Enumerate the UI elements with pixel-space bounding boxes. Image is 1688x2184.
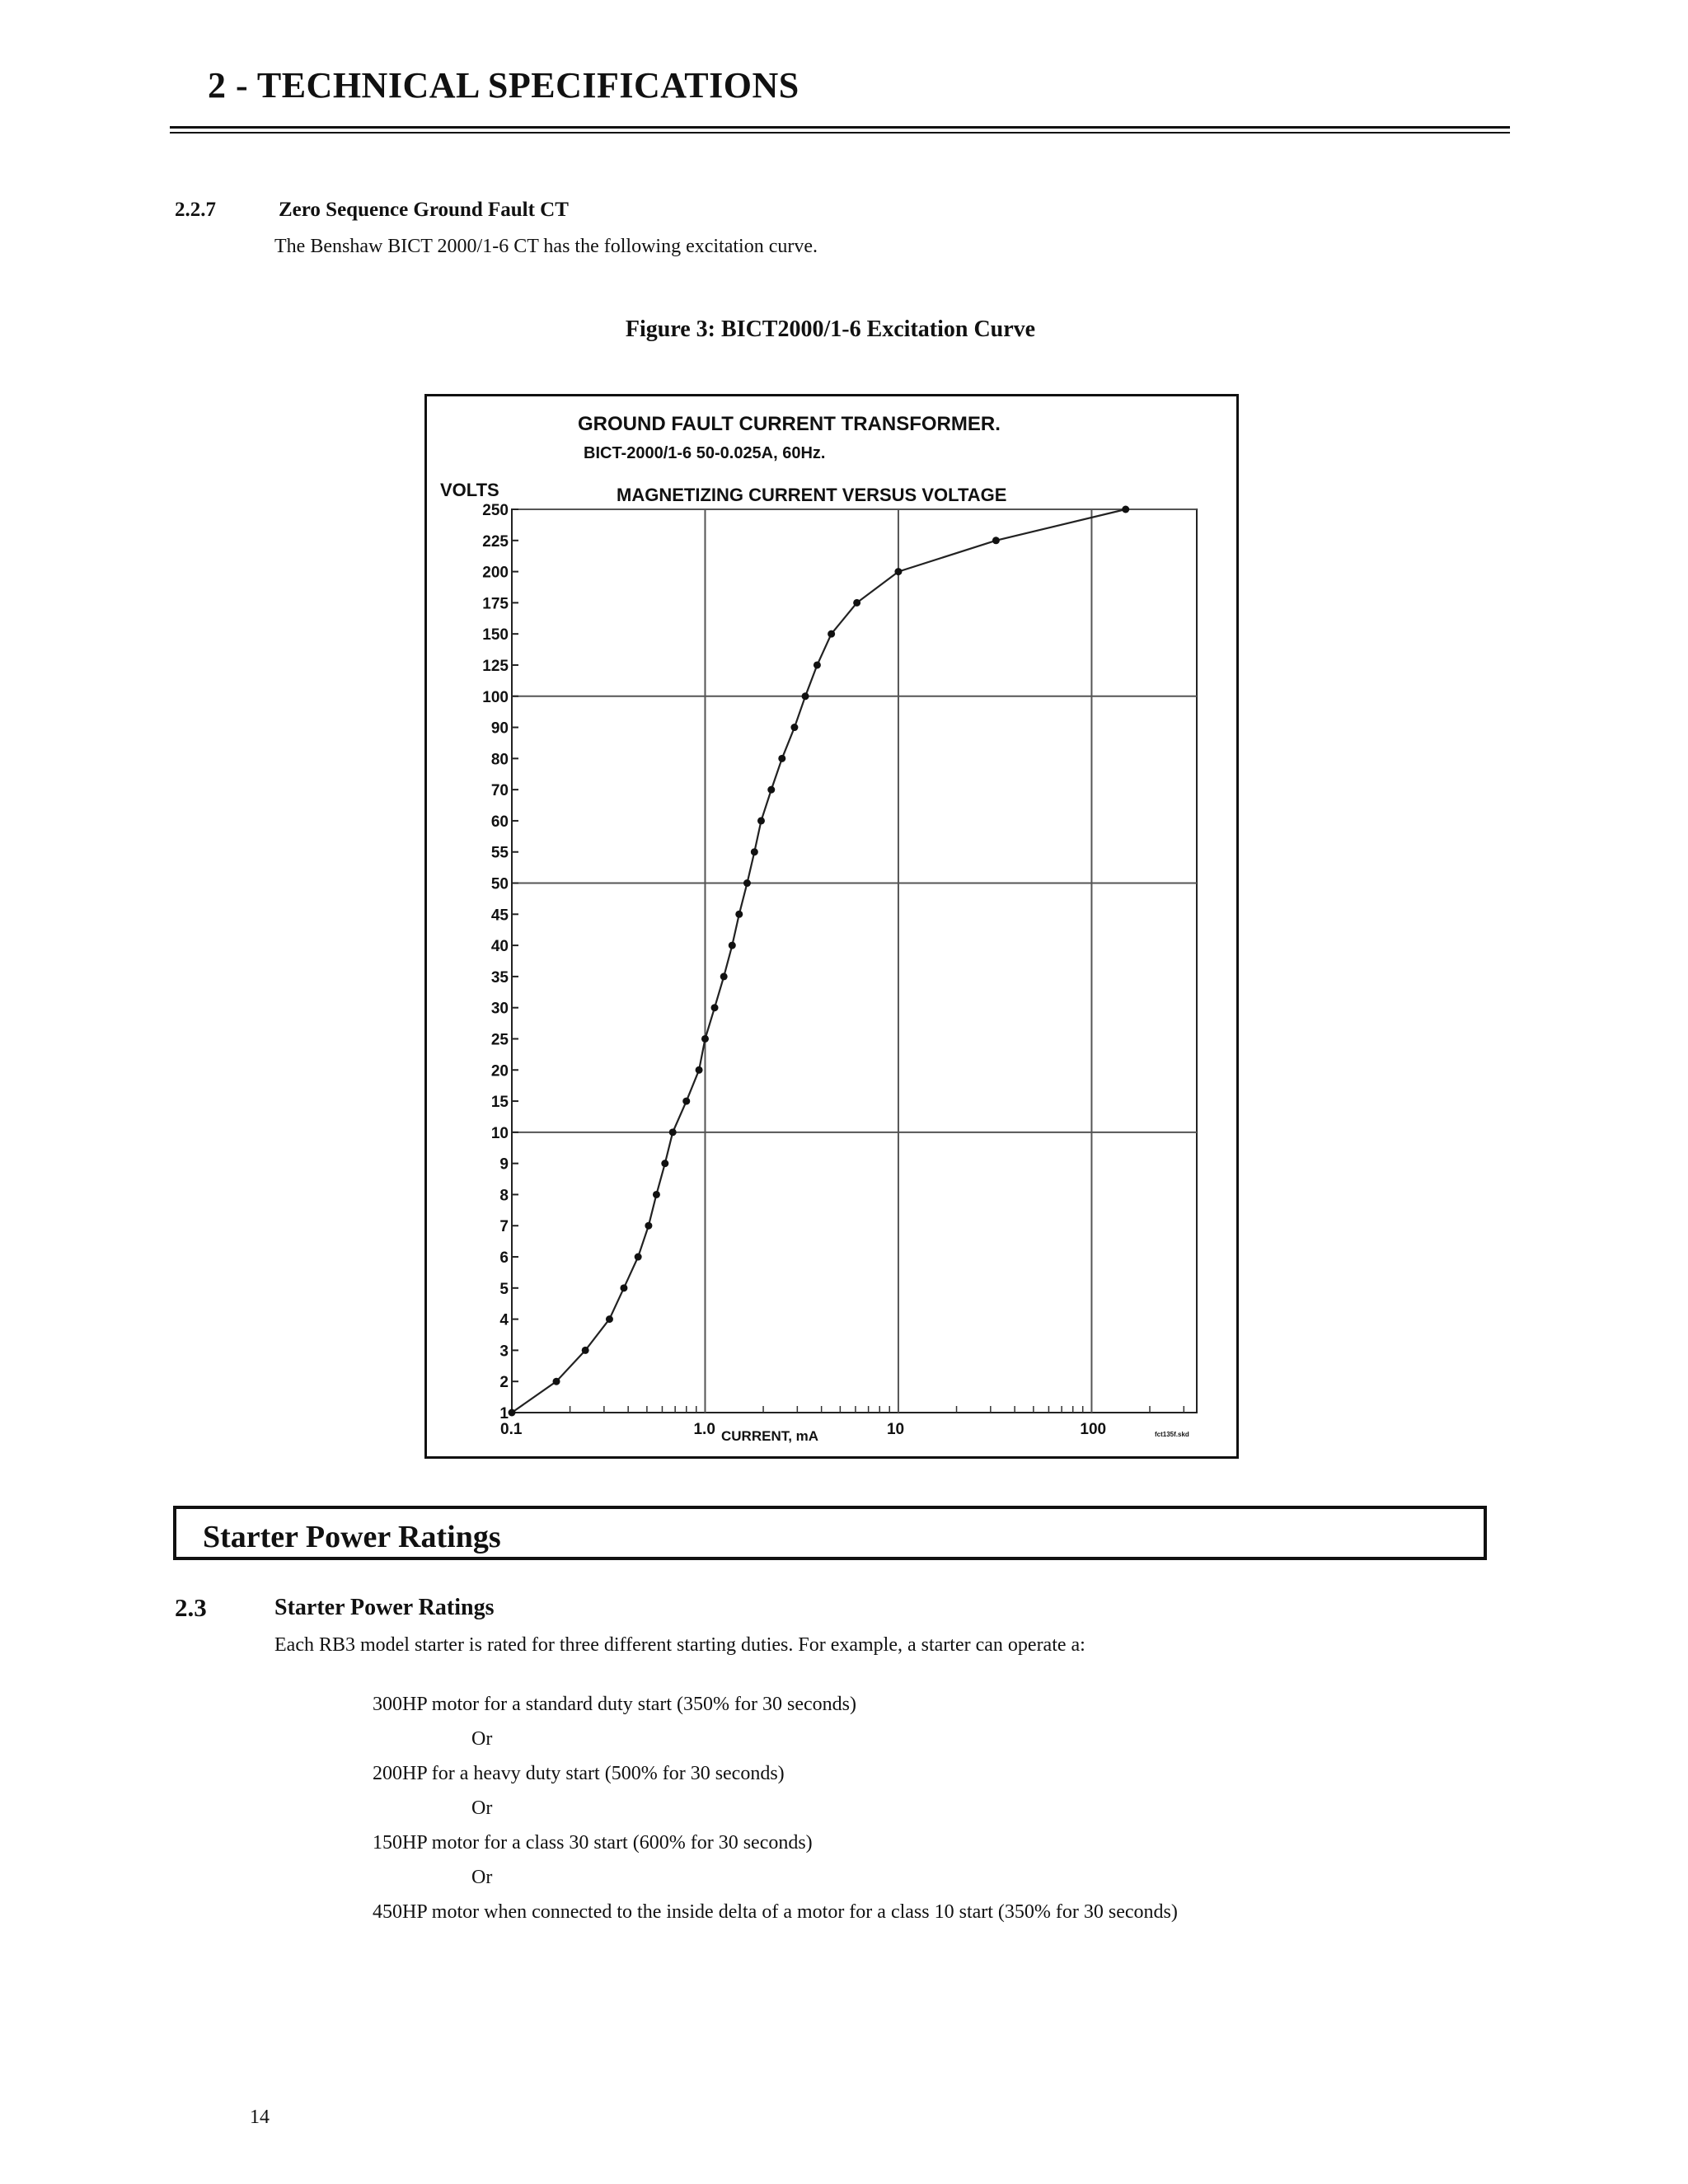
data-point [743,879,751,887]
data-point [653,1191,660,1198]
data-point [696,1066,703,1074]
or-separator: Or [471,1728,493,1750]
y-tick-label: 250 [482,502,509,519]
or-separator: Or [471,1867,493,1888]
chart-title: GROUND FAULT CURRENT TRANSFORMER. [578,413,1001,435]
y-tick-label: 80 [490,751,509,769]
data-point [853,599,860,607]
header-rule-top [170,126,1510,129]
page-header-title: 2 - TECHNICAL SPECIFICATIONS [208,65,799,105]
rating-item: 200HP for a heavy duty start (500% for 30 seconds) [373,1763,785,1784]
y-tick-label: 50 [490,875,509,893]
data-point [701,1035,709,1043]
data-point [894,568,902,575]
y-tick-label: 40 [490,938,509,956]
section-number: 2.2.7 [175,199,216,221]
data-point [751,848,758,855]
data-point [645,1222,652,1230]
data-point [729,942,736,949]
data-point [635,1254,642,1261]
data-point [553,1378,560,1385]
section-23-title: Starter Power Ratings [274,1595,495,1620]
section-23-description: Each RB3 model starter is rated for three different starting duties. For example, a starter can operate a: [274,1634,1085,1656]
chart-heading: MAGNETIZING CURRENT VERSUS VOLTAGE [617,485,1007,505]
drawing-id: fct135f.skd [1155,1431,1189,1438]
data-point [711,1004,719,1011]
rating-item: 150HP motor for a class 30 start (600% for 30 seconds) [373,1832,813,1854]
data-point [720,972,728,980]
data-point [669,1128,677,1136]
rating-item: 300HP motor for a standard duty start (350% for 30 seconds) [373,1694,856,1715]
y-tick-label: 70 [490,782,509,800]
y-tick-label: 1 [499,1405,509,1422]
data-point [1122,506,1129,513]
rating-item: 450HP motor when connected to the inside delta of a motor for a class 10 start (350% for 30 seconds) [373,1901,1178,1923]
y-tick-label: 20 [490,1062,509,1080]
y-tick-label: 60 [490,813,509,831]
y-tick-label: 7 [499,1218,509,1236]
x-tick-label: 0.1 [500,1421,523,1438]
data-point [735,911,743,918]
y-tick-label: 175 [482,595,509,613]
y-tick-label: 150 [482,626,509,644]
y-tick-label: 5 [499,1280,509,1298]
y-tick-label: 4 [499,1311,509,1329]
y-tick-label: 6 [499,1249,509,1268]
data-point [802,692,809,700]
excitation-curve-chart [424,394,1239,1459]
data-point [620,1284,627,1291]
x-axis-label: CURRENT, mA [721,1428,819,1444]
y-tick-label: 100 [482,688,509,706]
y-tick-label: 8 [499,1187,509,1205]
header-rule-bottom [170,132,1510,134]
chart-frame [426,396,1238,1458]
data-point [757,817,765,824]
y-tick-label: 55 [490,844,509,862]
y-axis-label: VOLTS [440,480,499,500]
data-point [814,661,821,668]
x-tick-label: 100 [1080,1421,1107,1438]
y-tick-label: 45 [490,907,509,925]
figure-caption: Figure 3: BICT2000/1-6 Excitation Curve [625,316,1036,342]
y-tick-label: 9 [499,1155,509,1174]
data-point [509,1409,516,1417]
data-point [778,755,785,762]
data-point [582,1347,589,1354]
y-tick-label: 30 [490,1000,509,1018]
y-tick-label: 90 [490,719,509,738]
y-tick-label: 35 [490,968,509,987]
y-tick-label: 25 [490,1031,509,1049]
data-point [790,724,798,731]
data-point [992,537,1000,544]
section-banner [173,1506,1487,1560]
data-point [682,1098,690,1105]
y-tick-label: 200 [482,564,509,582]
y-tick-label: 3 [499,1343,509,1361]
page-number: 14 [250,2107,270,2128]
y-tick-label: 10 [490,1124,509,1142]
section-23-number: 2.3 [175,1593,207,1622]
x-tick-label: 1.0 [693,1421,715,1438]
or-separator: Or [471,1797,493,1819]
y-tick-label: 225 [482,532,509,551]
data-point [606,1315,613,1323]
x-tick-label: 10 [886,1421,905,1438]
data-point [828,630,835,638]
section-title: Zero Sequence Ground Fault CT [279,199,569,221]
banner-title: Starter Power Ratings [203,1520,501,1554]
y-tick-label: 125 [482,657,509,675]
y-tick-label: 15 [490,1094,509,1112]
chart-subtitle: BICT-2000/1-6 50-0.025A, 60Hz. [584,444,826,462]
y-tick-label: 2 [499,1374,509,1392]
data-point [767,786,775,794]
section-description: The Benshaw BICT 2000/1-6 CT has the following excitation curve. [274,236,818,257]
data-point [661,1160,668,1167]
